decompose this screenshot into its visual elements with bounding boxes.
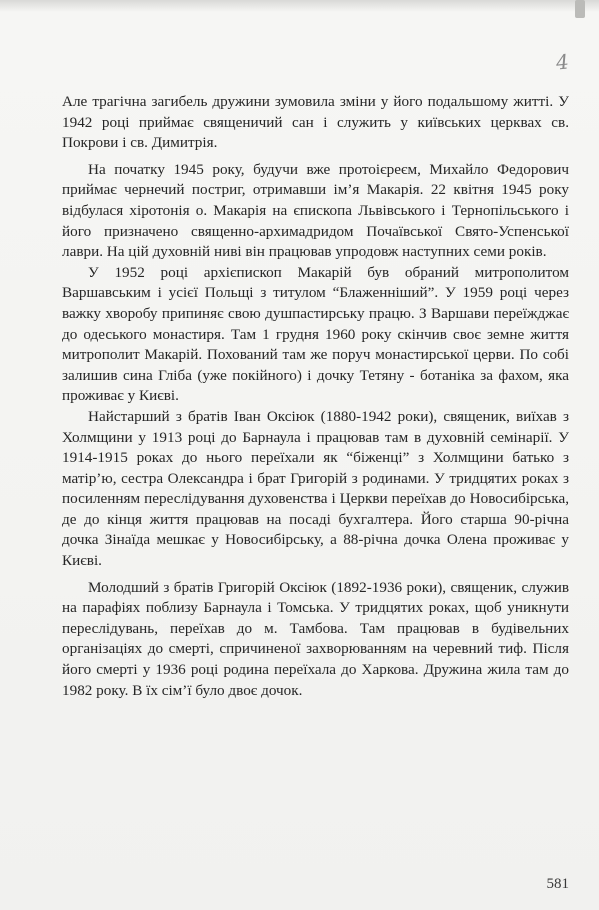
body-text xyxy=(62,92,569,701)
page-number: 581 xyxy=(546,876,569,892)
staple-mark xyxy=(575,0,585,18)
paragraph-2: На початку 1945 року, будучи вже протоієреєм, Михайло Федорович приймає чернечий постриг, отримавши ім’я Макарія. 22 квітня 1945 року відбулася хіротонія о. Макарія на єпископа Львівського і Тернопільського і його призначено священно-архимадридом Почаївської Свято-Успенської лаври. На цій духовній ниві він працював упродовж наступних семи років. xyxy=(62,160,569,261)
scan-edge-shadow xyxy=(0,0,599,12)
paragraph-4: Найстарший з братів Іван Оксіюк (1880-1942 роки), священик, виїхав з Холмщини у 1913 році до Барнаула і працював там в духовній семінарії. У 1914-1915 роках до нього переїхали як “біженці” з Холмщини батько з матір’ю, сестра Олександра і брат Григорій з родинами. У тридцятих роках з посиленням переслідування духовенства і Церкви переїхав до Новосибірська, де до кінця життя працював на посаді бухгалтера. Його старша 90-річна дочка Зінаїда мешкає у Новосибірську, а 88-річна дочка Олена проживає у Києві. xyxy=(62,407,569,570)
handwritten-page-mark: 4 xyxy=(554,49,570,75)
paragraph-1: Але трагічна загибель дружини зумовила зміни у його подальшому житті. У 1942 році приймає священичий сан і служить у київських церквах св. Покрови і св. Димитрія. xyxy=(62,93,569,152)
paragraph-5: Молодший з братів Григорій Оксіюк (1892-1936 роки), священик, служив на парафіях поблизу Барнаула і Томська. У тридцятих роках, щоб уникнути переслідувань, переїхав до м. Тамбова. Там працював в будівельних організаціях до смерті, спричиненої захворюванням на черевний тиф. Після його смерті у 1936 році родина переїхала до Харкова. Дружина жила там до 1982 року. В їх сім’ї було двоє дочок. xyxy=(62,578,569,699)
paragraph-3: У 1952 році архієпископ Макарій був обраний митрополитом Варшавським і усієї Польщі з титулом “Блаженніший”. У 1959 році через важку хворобу припиняє свою душпастирську працю. З Варшави переїжджає до одеського монастиря. Там 1 грудня 1960 року скінчив своє земне життя митрополит Макарій. Похований там же поруч монастирської церви. По собі залишив сина Гліба (уже покійного) і дочку Тетяну - ботаніка за фахом, яка проживає у Києві. xyxy=(62,263,569,405)
